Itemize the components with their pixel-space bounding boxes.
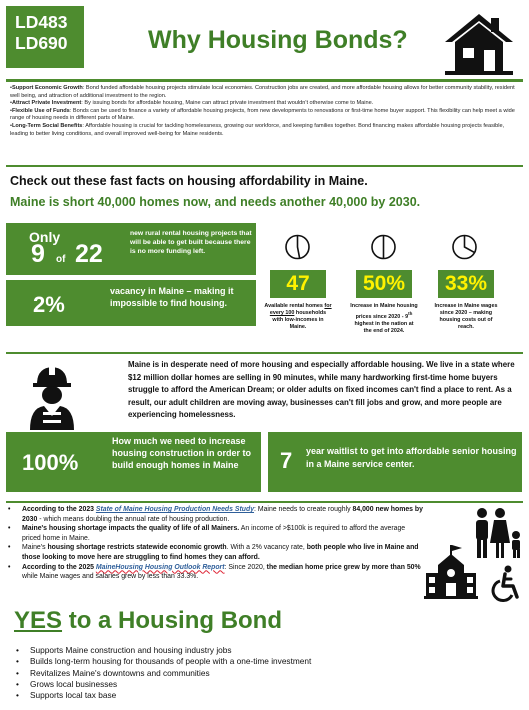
list-item: • Grows local businesses [14,679,514,690]
list-item: • Maine's housing shortage impacts the quality of life of all Mainers. An income of >$100k is required to afford the average priced home in Maine. [8,524,424,543]
list-item: • According to the 2025 MaineHousing Housing Outlook Report: Since 2020, the median home price grew by more than 50% while Maine wages and salaries grew by less than 33.3%. [8,563,424,582]
report-link[interactable]: MaineHousing Housing Outlook Report [95,563,225,571]
study-link[interactable]: State of Maine Housing Production Needs Study [95,506,255,513]
housing-crisis-text: Maine is in desperate need of more housing and especially affordable housing. We live in a state where $12 million dollar homes are selling in 90 minutes, while many hardworking first-time home buyers struggle to afford the American Dream; or older adults on fixed incomes can't find a place to rent. As a result, our adult children are moving away, businesses can't fill jobs and grow, and more people are experiencing homelessness. [128,360,515,419]
list-item: • Supports local tax base [14,690,514,701]
yes-reasons-list [14,645,514,701]
list-item: • Builds long-term housing for thousands of people with a one-time investment [14,656,514,667]
rural-only-label: Only [29,229,61,245]
list-item: • Revitalizes Maine's downtowns and communities [14,668,514,679]
school-building-icon [424,543,478,599]
pie-chart-icon [284,230,311,264]
bill-number-1: LD483 [15,12,68,32]
bill-number-2: LD690 [15,33,68,53]
findings-list [8,505,424,582]
benefit-item: •Flexible Use of Funds: Bonds can be used to finance a variety of affordable housing projects, from new developments to renovations or first-time home buyer support. This flexibility can help meet a wide range of housing needs in different parts of Maine. [10,107,515,122]
rental-homes-caption: Available rental homes for every 100 households with low-incomes in Maine. [264,303,332,330]
list-item: • Maine's housing shortage restricts statewide economic growth. With a 2% vacancy rate, both people who live in Maine and those looking to move here are struggling to find homes they can afford. [8,543,424,562]
section-divider [6,352,523,354]
page-title: Why Housing Bonds? [148,26,408,54]
wages-caption: Increase in Maine wages since 2020 – making housing costs out of reach. [434,303,498,330]
construction-worker-icon [28,362,76,432]
senior-waitlist-value: 7 [280,448,293,473]
section-divider [6,501,523,503]
housing-price-stat: 50% [356,270,412,298]
header-rule [6,79,523,82]
house-icon [443,12,515,76]
benefit-item: •Long-Term Social Benefits: Affordable housing is crucial for tackling homelessness, growing our workforce, and keeping families together. Bond financing makes affordable housing projects feasible, leading to better living conditions, and overall improved well-being for Maine residents. [10,122,505,137]
construction-increase-value: 100% [22,450,79,475]
wages-stat: 33% [438,270,494,298]
benefit-item: •Attract Private Investment: By issuing bonds for affordable housing, Maine can attract private investment that wouldn't otherwise come to Maine. [10,100,374,107]
housing-price-caption: Increase in Maine housing prices since 2020 - 9th highest in the nation at the end of 2024. [350,303,418,334]
rural-of-label: of [56,254,66,265]
rural-projects-text: new rural rental housing projects that will be able to get built because there is no more funding left. [130,230,252,255]
vacancy-text: vacancy in Maine – making it impossible to find housing. [110,286,234,308]
shortage-heading: Maine is short 40,000 homes now, and needs another 40,000 by 2030. [10,195,421,209]
facts-heading: Check out these fast facts on housing affordability in Maine. [10,174,368,188]
wheelchair-icon [486,565,524,603]
construction-increase-text: How much we need to increase housing construction in order to build enough homes in Maine [112,436,251,470]
benefit-item: •Support Economic Growth: Bond funded affordable housing projects stimulate local economies. Construction jobs are created, and more affordable housing allows for better community stability, resident well being, and attraction of additional investment to the region. [10,85,515,99]
senior-waitlist-text: year waitlist to get into affordable senior housing in a Maine service center. [306,446,517,469]
rural-projects-total: 22 [75,240,103,268]
bill-badge [6,6,84,68]
yes-heading: YES to a Housing Bond [14,607,283,634]
list-item: • Supports Maine construction and housing industry jobs [14,645,514,656]
rural-projects-count: 9 [31,240,45,268]
benefits-list [10,85,522,138]
vacancy-value: 2% [33,292,65,317]
pie-chart-icon [370,230,397,264]
list-item: • According to the 2023 State of Maine Housing Production Needs Study: Maine needs to create roughly 84,000 new homes by 2030 - which means doubling the annual rate of housing production. [8,505,424,524]
pie-chart-icon [451,230,478,264]
rental-homes-stat: 47 [270,270,326,298]
section-divider [6,165,523,167]
